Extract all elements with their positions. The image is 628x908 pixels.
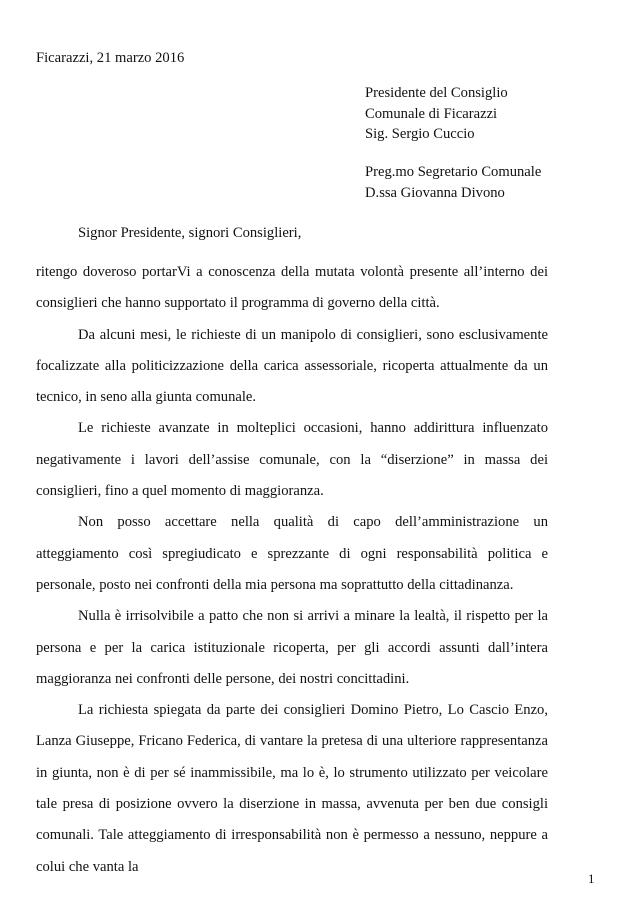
recipient-line: Sig. Sergio Cuccio (365, 126, 475, 142)
paragraph: Nulla è irrisolvibile a patto che non si arrivi a minare la lealtà, il rispetto per la persona e per la carica istituzionale ricoperta, per gli accordi assunti dall’intera maggioranza nei confronti delle persone, dei nostri concittadini. (36, 608, 548, 687)
paragraph: ritengo doveroso portarVi a conoscenza della mutata volontà presente all’interno dei consiglieri che hanno supportato il programma di governo della città. (36, 264, 548, 312)
paragraph: La richiesta spiegata da parte dei consiglieri Domino Pietro, Lo Cascio Enzo, Lanza Giuseppe, Fricano Federica, di vantare la pretesa di una ulteriore rappresentanza in giunta, non è di per sé inammissibile, ma lo è, lo strumento utilizzato per veicolare tale presa di posizione ovvero la diserzione in massa, avvenuta per ben due consigli comunali. Tale atteggiamento di irresponsabilità non è permesso a nessuno, neppure a colui che vanta la (36, 702, 548, 875)
recipient-line: Presidente del Consiglio (365, 85, 508, 101)
paragraph: Non posso accettare nella qualità di capo dell’amministrazione un atteggiamento così spregiudicato e sprezzante di ogni responsabilità politica e personale, posto nei confronti della mia persona ma soprattutto della cittadinanza. (36, 514, 548, 593)
recipient-line: D.ssa Giovanna Divono (365, 184, 505, 201)
place-date: Ficarazzi, 21 marzo 2016 (36, 50, 185, 66)
recipient-secretary (365, 162, 541, 203)
paragraph: Da alcuni mesi, le richieste di un manipolo di consiglieri, sono esclusivamente focalizzate alla politicizzazione della carica assessoriale, ricoperta attualmente da un tecnico, in seno alla giunta comunale. (36, 326, 548, 406)
page-number: 1 (588, 871, 595, 886)
salutation: Signor Presidente, signori Consiglieri, (78, 225, 302, 241)
paragraph: Le richieste avanzate in molteplici occasioni, hanno addirittura influenzato negativamente i lavori dell’assise comunale, con la “diserzione” in massa dei consiglieri, fino a quel momento di maggioranza. (36, 420, 548, 500)
letter-body (36, 257, 548, 883)
recipient-line: Preg.mo Segretario Comunale (365, 164, 542, 180)
recipient-line: Comunale di Ficarazzi (365, 105, 498, 122)
recipient-president (365, 83, 508, 145)
